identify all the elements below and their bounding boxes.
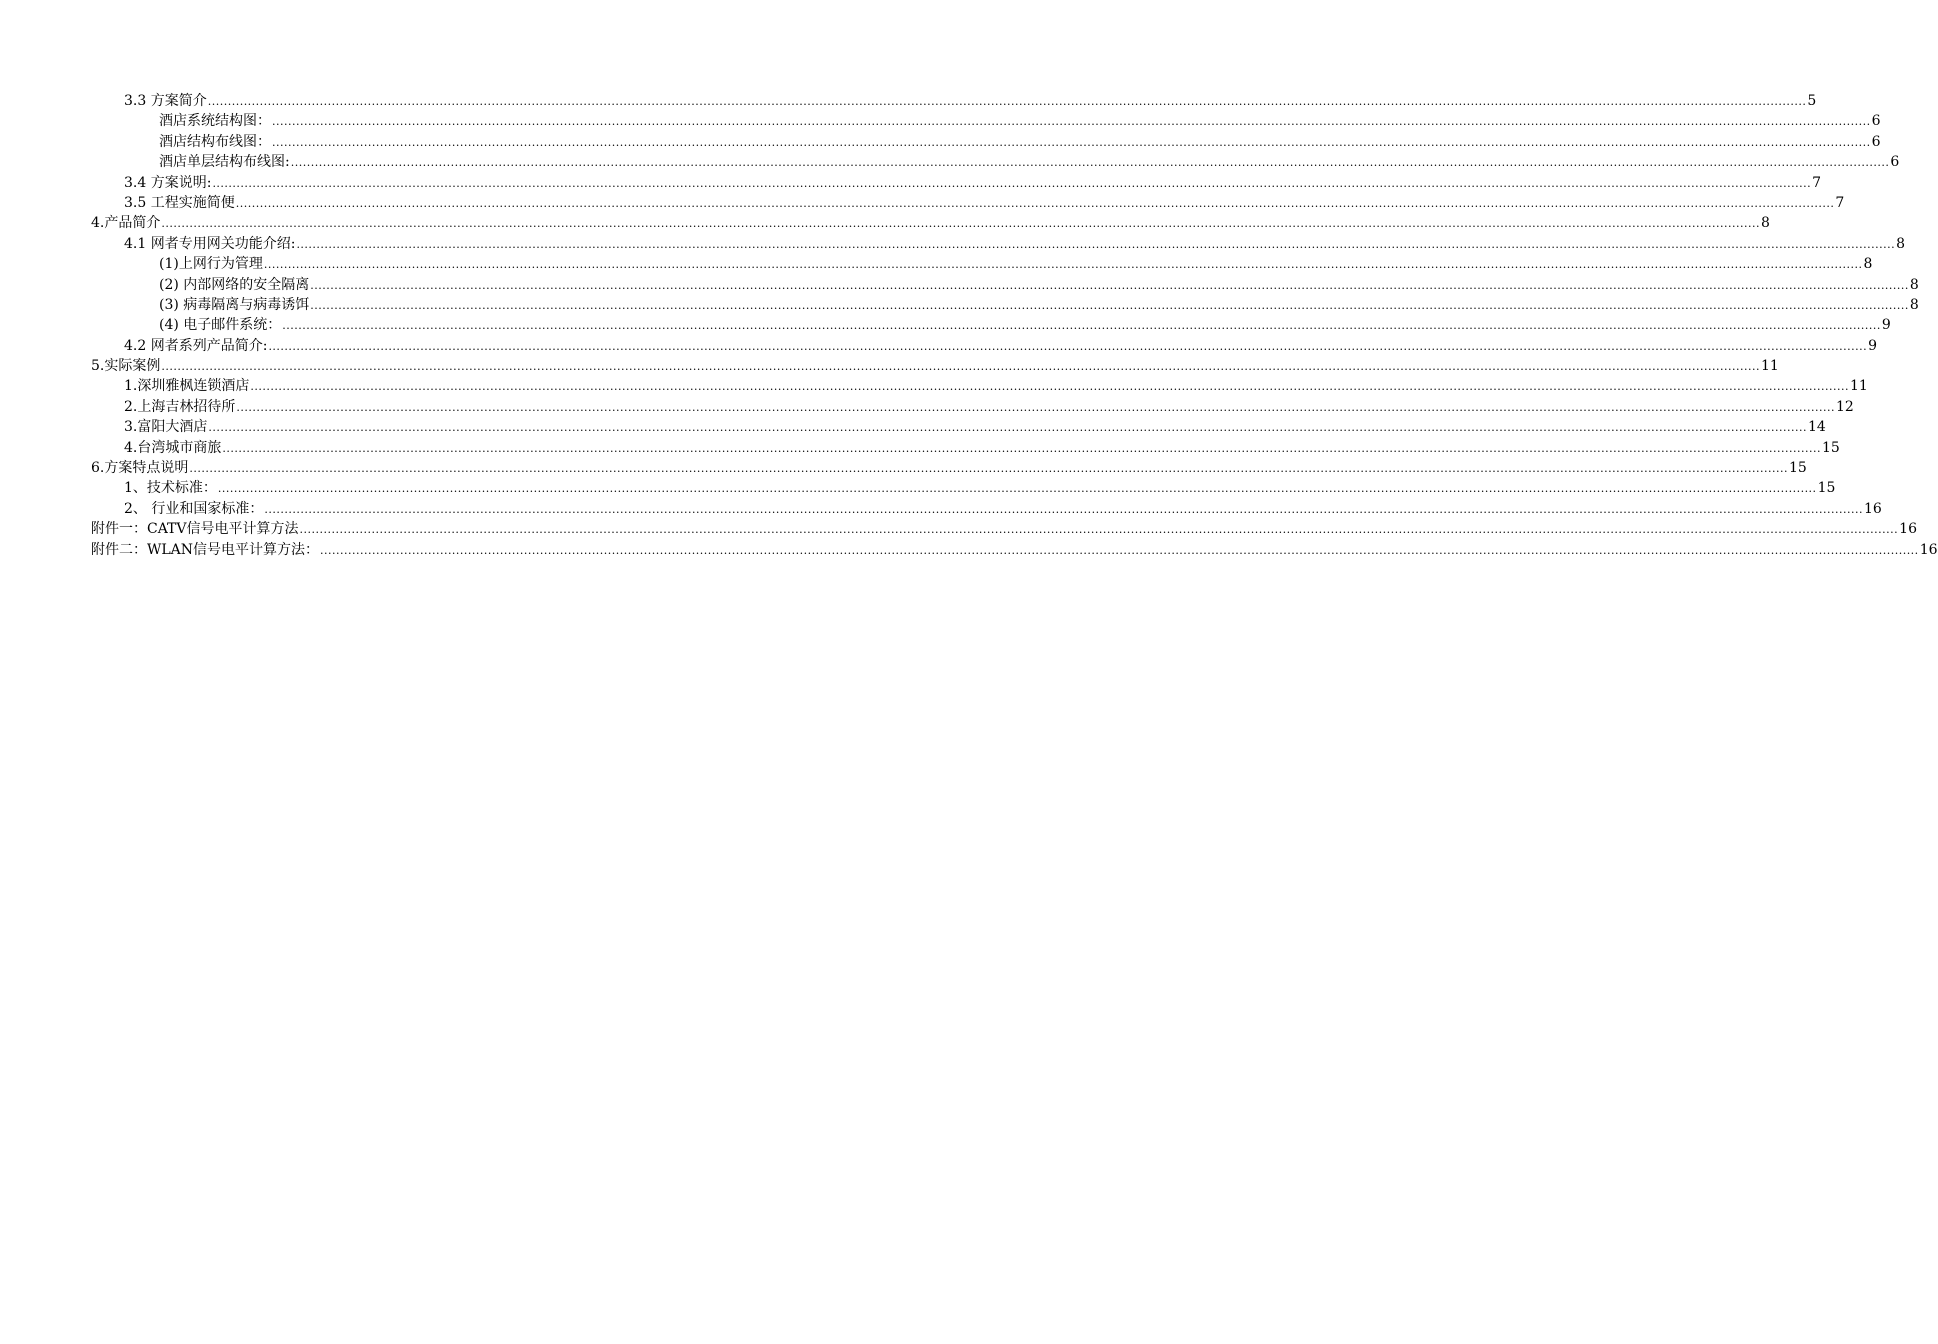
toc-leader: ................................................................................................................................................................................................................................................................................................................................................................................................................ <box>207 95 1807 108</box>
toc-entry-text: 2.上海吉林招待所 <box>124 398 236 415</box>
toc-entry[interactable] <box>91 540 1938 560</box>
toc-page-number: 15 <box>1817 480 1836 497</box>
toc-page-number: 8 <box>1909 296 1919 313</box>
toc-entry-text: 附件二：WLAN信号电平计算方法： <box>91 541 320 558</box>
toc-page-number: 8 <box>1909 276 1919 293</box>
toc-leader: ................................................................................................................................................................................................................................................................................................................................................................................................................ <box>296 237 1896 251</box>
toc-entry-text: 3.富阳大酒店 <box>124 419 208 436</box>
toc-entry-text: 酒店单层结构布线图: <box>159 154 290 171</box>
toc-entry-text: (1)上网行为管理 <box>159 256 263 273</box>
toc-leader: ................................................................................................................................................................................................................................................................................................................................................................................................................ <box>282 319 1881 333</box>
toc-page-number: 11 <box>1850 378 1868 395</box>
toc-page-number: 6 <box>1871 133 1881 150</box>
toc-page-number: 11 <box>1761 358 1779 375</box>
toc-entry-text: 4.台湾城市商旅 <box>124 439 222 456</box>
toc-entry-text: 1.深圳雅枫连锁酒店 <box>124 378 250 395</box>
toc-entry[interactable] <box>91 91 1817 111</box>
toc-leader: ................................................................................................................................................................................................................................................................................................................................................................................................................ <box>320 543 1919 557</box>
toc-entry-text: 3.5 工程实施简便 <box>124 194 235 211</box>
toc-entry-text: 4.产品简介 <box>91 215 161 232</box>
toc-entry[interactable] <box>91 417 1826 437</box>
toc-leader: ................................................................................................................................................................................................................................................................................................................................................................................................................ <box>299 523 1899 537</box>
toc-entry[interactable] <box>91 356 1779 376</box>
toc-page-number: 9 <box>1881 317 1891 334</box>
toc-page-number: 16 <box>1864 500 1882 517</box>
toc-entry-text: 附件一：CATV信号电平计算方法 <box>91 521 299 538</box>
toc-page-number: 8 <box>1863 256 1873 273</box>
toc-entry-text: (4) 电子邮件系统： <box>159 317 282 334</box>
toc-page-number: 5 <box>1807 93 1817 109</box>
toc-entry[interactable] <box>91 152 1900 172</box>
toc-leader: ................................................................................................................................................................................................................................................................................................................................................................................................................ <box>208 421 1807 435</box>
toc-page-number: 14 <box>1808 419 1826 436</box>
toc-leader: ................................................................................................................................................................................................................................................................................................................................................................................................................ <box>236 400 1835 414</box>
toc-entry-text: 5.实际案例 <box>91 358 161 375</box>
toc-entry[interactable] <box>91 234 1905 254</box>
toc-page-number: 16 <box>1899 521 1917 538</box>
toc-page-number: 12 <box>1836 398 1854 415</box>
toc-entry[interactable] <box>91 376 1868 396</box>
toc-leader: ................................................................................................................................................................................................................................................................................................................................................................................................................ <box>222 441 1821 455</box>
toc-entry[interactable] <box>91 315 1891 335</box>
toc-entry[interactable] <box>91 193 1845 213</box>
table-of-contents <box>91 91 1938 560</box>
toc-entry-text: 2、 行业和国家标准： <box>124 500 264 517</box>
toc-entry-text: 3.3 方案简介 <box>124 93 207 109</box>
toc-leader: ................................................................................................................................................................................................................................................................................................................................................................................................................ <box>263 258 1863 272</box>
toc-entry[interactable] <box>91 478 1836 498</box>
toc-leader: ................................................................................................................................................................................................................................................................................................................................................................................................................ <box>212 176 1812 190</box>
toc-entry-text: 4.2 网者系列产品简介: <box>124 337 268 354</box>
toc-entry-text: 1、技术标准： <box>124 480 217 497</box>
toc-page-number: 15 <box>1789 460 1807 477</box>
toc-leader: ................................................................................................................................................................................................................................................................................................................................................................................................................ <box>268 339 1868 353</box>
toc-entry-text: (3) 病毒隔离与病毒诱饵 <box>159 296 310 313</box>
toc-leader: ................................................................................................................................................................................................................................................................................................................................................................................................................ <box>189 462 1788 476</box>
toc-leader: ................................................................................................................................................................................................................................................................................................................................................................................................................ <box>217 482 1817 496</box>
toc-entry-text: 酒店结构布线图： <box>159 133 271 150</box>
toc-leader: ................................................................................................................................................................................................................................................................................................................................................................................................................ <box>290 156 1890 170</box>
toc-entry[interactable] <box>91 397 1854 417</box>
toc-page-number: 8 <box>1761 215 1770 232</box>
toc-entry[interactable] <box>91 499 1882 519</box>
toc-leader: ................................................................................................................................................................................................................................................................................................................................................................................................................ <box>264 502 1863 516</box>
toc-leader: ................................................................................................................................................................................................................................................................................................................................................................................................................ <box>310 298 1909 312</box>
toc-page-number: 16 <box>1919 541 1938 558</box>
toc-entry[interactable] <box>91 275 1919 295</box>
toc-leader: ................................................................................................................................................................................................................................................................................................................................................................................................................ <box>272 135 1871 149</box>
toc-entry[interactable] <box>91 213 1770 233</box>
toc-entry[interactable] <box>91 254 1873 274</box>
toc-entry[interactable] <box>91 519 1917 539</box>
toc-leader: ................................................................................................................................................................................................................................................................................................................................................................................................................ <box>272 115 1871 129</box>
toc-entry-text: 3.4 方案说明: <box>124 174 212 191</box>
toc-entry[interactable] <box>91 132 1881 152</box>
toc-entry[interactable] <box>91 458 1807 478</box>
toc-entry[interactable] <box>91 173 1821 193</box>
toc-entry[interactable] <box>91 336 1877 356</box>
toc-page-number: 6 <box>1871 113 1881 130</box>
toc-leader: ................................................................................................................................................................................................................................................................................................................................................................................................................ <box>310 278 1909 292</box>
toc-entry[interactable] <box>91 111 1881 131</box>
toc-entry[interactable] <box>91 438 1840 458</box>
toc-entry-text: 4.1 网者专用网关功能介绍: <box>124 235 296 252</box>
toc-entry[interactable] <box>91 295 1919 315</box>
toc-page-number: 7 <box>1812 174 1821 191</box>
toc-page-number: 7 <box>1835 194 1845 211</box>
toc-page-number: 15 <box>1822 439 1840 456</box>
toc-leader: ................................................................................................................................................................................................................................................................................................................................................................................................................ <box>161 360 1760 374</box>
toc-entry-text: (2) 内部网络的安全隔离 <box>159 276 310 293</box>
toc-page-number: 6 <box>1890 154 1900 171</box>
toc-page-number: 9 <box>1868 337 1877 354</box>
toc-leader: ................................................................................................................................................................................................................................................................................................................................................................................................................ <box>235 196 1835 210</box>
toc-entry-text: 酒店系统结构图： <box>159 113 271 130</box>
toc-page-number: 8 <box>1896 235 1905 252</box>
toc-entry-text: 6.方案特点说明 <box>91 460 189 477</box>
toc-leader: ................................................................................................................................................................................................................................................................................................................................................................................................................ <box>250 380 1849 394</box>
toc-leader: ................................................................................................................................................................................................................................................................................................................................................................................................................ <box>161 217 1760 231</box>
